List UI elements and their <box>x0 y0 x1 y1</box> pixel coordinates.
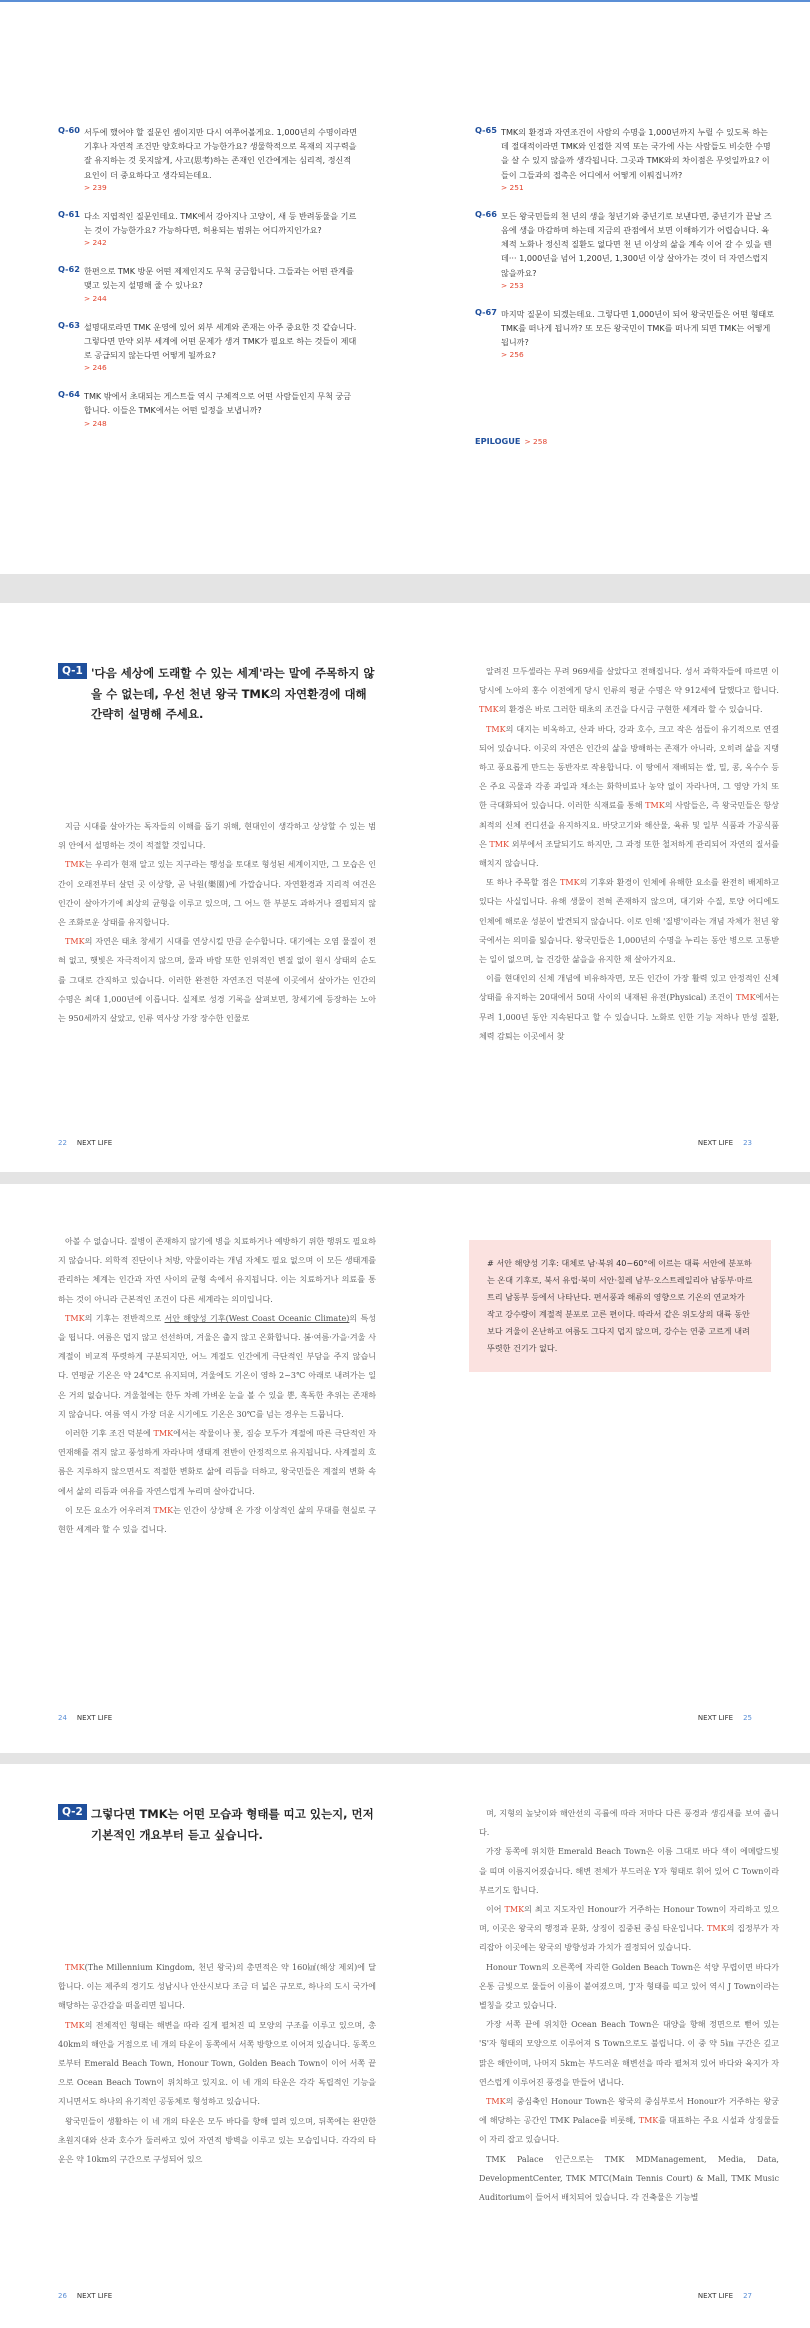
body-text-left <box>58 817 376 1028</box>
text-run: 는 인간이 상상해 온 가장 이상적인 삶의 무대를 현실로 구현한 세계라 할 수 있을 겁니다. <box>58 1505 377 1535</box>
highlight-term: TMK <box>153 1429 174 1439</box>
paragraph <box>58 1424 376 1501</box>
question-text: 모든 왕국민들의 천 년의 생을 청년기와 중년기로 보낸다면, 중년기가 끝날 즈음에 생을 마감하며 하는데 지금의 관점에서 보면 이해하기가 어렵습니다. 육체적 노화나 정신적 질환도 없다면 천 년 이상의 삶을 계속 이어 갈 수 있을 텐데··· 1,000년을 넘어 1,200년, 1,300년 이상 살아가는 것이 더 자연스럽지 않을까요? <box>501 210 772 278</box>
epilogue-entry[interactable] <box>475 429 547 448</box>
text-run: 의 기후는 전반적으로 <box>84 1313 165 1323</box>
question-list-right <box>475 125 775 376</box>
text-run: 의 중심축인 Honour Town은 왕국의 중심부로서 Honour가 거주하는 왕궁에 해당하는 공간인 TMK Palace를 비롯해, <box>479 2097 779 2126</box>
question-item[interactable] <box>475 307 775 362</box>
question-text: TMK 밖에서 초대되는 게스트들 역시 구체적으로 어떤 사람들인지 무척 궁금합니다. 이들은 TMK에서는 어떤 일정을 보냅니까? <box>84 391 352 416</box>
text-run: 외부에서 조달되기도 하지만, 그 과정 또한 철저하게 관리되어 자연의 질서를 해치지 않습니다. <box>479 839 779 869</box>
question-page-ref[interactable]: > 248 <box>84 418 107 428</box>
paragraph <box>479 2092 779 2150</box>
paragraph <box>58 932 376 1028</box>
question-badge: Q-2 <box>58 1804 87 1820</box>
question-list-left <box>58 125 358 445</box>
text-run: 또 하나 주목할 점은 <box>486 878 560 888</box>
text-run: 의 최고 지도자인 Honour가 거주하는 Honour Town이 자리하고 있으며, 이곳은 왕국의 행정과 문화, 상징이 집중된 중심 타운입니다. <box>479 1905 779 1934</box>
highlight-term: TMK <box>65 1313 85 1323</box>
paragraph <box>58 1309 376 1424</box>
footnote-term: 서안 해양성 기후(West Coast Oceanic Climate) <box>164 1313 350 1323</box>
text-run: 의 환경은 바로 그러한 태초의 조건을 다시금 구현한 세계라 할 수 있습니다. <box>498 705 763 715</box>
text-run: 이 모든 요소가 어우러져 <box>65 1505 154 1515</box>
question-badge: Q-1 <box>58 663 87 679</box>
highlight-term: TMK <box>489 839 510 849</box>
paragraph <box>58 855 376 932</box>
highlight-term: TMK <box>645 801 665 811</box>
folio-right: NEXT LIFE 27 <box>697 2292 752 2300</box>
highlight-term: TMK <box>65 2020 85 2030</box>
highlight-term: TMK <box>504 1905 525 1915</box>
paragraph <box>58 2016 376 2112</box>
body-text-right <box>479 662 779 1046</box>
paragraph <box>479 720 779 874</box>
text-run: 의 기후와 환경이 인체에 유해한 요소를 완전히 배제하고 있다는 사실입니다. 유해 생물이 전혀 존재하지 않으며, 대기와 수질, 토양 어디에도 인체에 해로운 성분이 발견되지 않습니다. 이로 인해 '질병'이라는 개념 자체가 천년 왕국에서는 의미를 잃습니다. 왕국민들은 1,000년의 수명을 누리는 동안 병으로 고통받는 일이 없으며, 늘 건강한 삶을을 유지한 채 살아가지요. <box>479 878 779 965</box>
question-number: Q-61 <box>58 208 80 219</box>
question-page-ref[interactable]: > 244 <box>84 293 107 303</box>
question-number: Q-65 <box>475 125 497 135</box>
highlight-term: TMK <box>638 2116 659 2126</box>
question-page-ref[interactable]: > 251 <box>501 182 524 192</box>
question-title: 그렇다면 TMK는 어떤 모습과 형태를 띠고 있는지, 먼저 기본적인 개요부터 듣고 싶습니다. <box>91 1807 374 1842</box>
question-item[interactable] <box>58 320 358 375</box>
epilogue-page[interactable]: > 258 <box>524 437 548 446</box>
text-run: 의 특성을 띱니다. 여름은 덥지 않고 선선하며, 겨울은 춥지 않고 온화합니다. 봄·여름·가을·겨울 사계절이 비교적 뚜렷하게 구분되지만, 어느 계절도 인간에게 극단적인 부담을 주지 않습니다. 연평균 기온은 약 24℃로 유지되며, 겨울에도 기온이 영하 2~3℃ 아래로 내려가는 일은 거의 없습니다. 겨울철에는 한두 차례 가벼운 눈을 볼 수 있을 뿐, 혹독한 추위는 존재하지 않습니다. 여름 역시 가장 더운 시기에도 기온은 30℃를 넘는 경우는 드뭅니다. <box>58 1313 376 1419</box>
text-run: 아볼 수 없습니다. 질병이 존재하지 않기에 병을 치료하거나 예방하기 위한 행위도 필요하지 않습니다. 의학적 진단이나 처방, 약물이라는 개념 자체도 필요 없으며 이 모든 생태계를 관리하는 체계는 인간과 자연 사이의 균형 속에서 유지됩니다. 이는 치료하거나 의료를 통하는 것이 아니라 근본적인 조건이 다른 세계라는 의미입니다. <box>58 1237 376 1304</box>
text-run: 가장 동쪽에 위치한 Emerald Beach Town은 이름 그대로 바다 색이 에메랄드빛을 띠며 이름지어졌습니다. 해변 전체가 부드러운 Y자 형태로 휘어 있어 C Town이라 부르기도 합니다. <box>479 1847 779 1895</box>
text-run: 의 사람들은, 즉 왕국민들은 항상 최적의 신체 컨디션을 유지하지요. 바닷고기와 해산물, 육류 및 일부 식품과 가공식품은 <box>479 801 779 849</box>
question-text: 서두에 했어야 할 질문인 셈이지만 다시 여쭈어볼게요. 1,000년의 수명이라면 기후나 자연적 조건만 양호하다고 가능한가요? 생물학적으로 목재의 지구력을 잘 유지하는 것 못지않게, 사고(思考)하는 존재인 인간에게는 심리적, 정신적 요인이 더 중요하다고 생각되는데요. <box>84 127 358 180</box>
question-item[interactable] <box>58 209 358 249</box>
question-number: Q-64 <box>58 389 80 400</box>
highlight-term: TMK <box>65 1963 85 1972</box>
text-run: 가장 서쪽 끝에 위치한 Ocean Beach Town은 대양을 향해 정면으로 뻗어 있는 'S'자 형태의 모양으로 이루어져 S Town으로도 불립니다. 이 중 약 5㎞ 구간은 깊고 맑은 해안이며, 나머지 5km는 부드러운 해변선을 따라 펼쳐져 있어 바다와 육지가 자연스럽게 이루어진 풍경을 만들어 냅니다. <box>479 2020 779 2087</box>
text-run: 지금 시대를 살아가는 독자들의 이해를 돕기 위해, 현대인이 생각하고 상상할 수 있는 범위 안에서 설명하는 것이 적절할 것입니다. <box>58 822 376 851</box>
text-run: 이를 현대인의 신체 개념에 비유하자면, 모든 인간이 가장 활력 있고 안정적인 신체 상태를 유지하는 20대에서 50대 사이의 내재된 유전(Physical) 조건이 <box>479 974 779 1003</box>
body-text-left <box>58 1232 376 1539</box>
paragraph <box>479 873 779 969</box>
spread-24-25 <box>0 1184 810 1753</box>
text-run: 의 대지는 비옥하고, 산과 바다, 강과 호수, 크고 작은 섬들이 유기적으로 연결되어 있습니다. 이곳의 자연은 인간의 삶을 방해하는 존재가 아니라, 오히려 삶을 지탱하고 풍요롭게 만드는 동반자로 작용합니다. 이 땅에서 재배되는 쌀, 밀, 콩, 옥수수 등은 주요 곡물과 각종 과일과 채소는 화학비료나 농약 없이 자라나며, 그 영양 가치 또한 극대화되어 있습니다. 이러한 식재료를 통해 <box>479 724 779 811</box>
highlight-term: TMK <box>65 860 85 870</box>
paragraph <box>58 1958 376 2016</box>
highlight-term: TMK <box>65 937 85 947</box>
highlight-term: TMK <box>486 724 506 734</box>
question-item[interactable] <box>58 264 358 304</box>
paragraph <box>58 2112 376 2170</box>
paragraph <box>479 969 779 1046</box>
text-run: 에서는 작물이나 꽃, 짐승 모두가 계절에 따른 극단적인 자연재해를 겪지 않고 풍성하게 자라나며 생태계 전반이 안정적으로 유지됩니다. 사계절의 흐름은 지루하지 않으면서도 적절한 변화로 삶에 리듬을 더하고, 왕국민들은 계절의 변화 속에서 삶의 리듬과 여유를 자연스럽게 누리며 살아갑니다. <box>58 1429 376 1496</box>
paragraph <box>479 1804 779 1842</box>
highlight-term: TMK <box>736 993 756 1003</box>
question-text: 다소 지엽적인 질문인데요. TMK에서 강아지나 고양이, 새 등 반려동물을 기르는 것이 가능한가요? 가능하다면, 허용되는 범위는 어디까지인가요? <box>84 210 357 236</box>
text-run: 에서는 무려 1,000년 동안 지속된다고 할 수 있습니다. 노화로 인한 기능 저하나 만성 질환, 체력 감퇴는 이곳에서 찾 <box>479 993 779 1041</box>
paragraph <box>479 662 779 720</box>
question-page-ref[interactable]: > 256 <box>501 350 524 360</box>
question-number: Q-60 <box>58 125 80 135</box>
paragraph <box>479 1842 779 1900</box>
text-run: 이러한 기후 조건 덕분에 <box>65 1429 154 1439</box>
question-item[interactable] <box>475 125 775 194</box>
text-run: 는 우리가 현재 알고 있는 지구라는 행성을 토대로 형성된 세계이지만, 그 모습은 인간이 오래전부터 살던 곳 이상향, 곧 낙원(樂園)에 가깝습니다. 자연환경과 지리적 여건은 인간이 살아가기에 최상의 균형을 이루고 있으며, 그 어느 한 부분도 과하거나 결핍되지 않은 조화로운 상태를 유지합니다. <box>58 860 376 928</box>
question-page-ref[interactable]: > 246 <box>84 363 107 373</box>
toc-spread <box>0 0 810 574</box>
highlight-term: TMK <box>486 2097 506 2107</box>
paragraph <box>479 2150 779 2208</box>
paragraph <box>479 2015 779 2092</box>
spread-26-27 <box>0 1764 810 2328</box>
text-run: 알려진 므두셀라는 무려 969세를 살았다고 전해집니다. 성서 과학자들에 따르면 이당시에 노아의 홍수 이전에게 당시 인류의 평균 수명은 약 912세에 달했다고 합니다. <box>479 667 779 696</box>
body-text-left <box>58 1958 376 2169</box>
question-text: 마지막 질문이 되겠는데요. 그렇다면 1,000년이 되어 왕국민들은 어떤 형태로 TMK를 떠나게 됩니까? 또 모든 왕국민이 TMK를 떠나게 되면 TMK는 어떻게 됩니까? <box>501 308 775 348</box>
text-run: 왕국민들이 생활하는 이 네 개의 타운은 모두 바다를 향해 열려 있으며, 뒤쪽에는 완만한 초원지대와 산과 호수가 둘러싸고 있어 자연적 방벽을 이루고 있는 모습입니다. 각각의 타운은 약 10km의 구간으로 구성되어 있으 <box>58 2116 376 2165</box>
text-run: (The Millennium Kingdom, 천년 왕국)의 총면적은 약 160㎢(해상 제외)에 달합니다. 이는 제주의 경기도 성남시나 안산시보다 조금 더 넓은 규모로, 하나의 도시 국가에 해당하는 공간감을 떠올리면 됩니다. <box>58 1963 376 2011</box>
question-page-ref[interactable]: > 253 <box>501 280 524 290</box>
body-text-right <box>479 1804 779 2207</box>
highlight-term: TMK <box>153 1505 174 1515</box>
folio-left: 22 NEXT LIFE <box>58 1139 113 1147</box>
paragraph <box>479 1958 779 2016</box>
question-item[interactable] <box>475 209 775 292</box>
question-item[interactable] <box>58 389 358 429</box>
folio-right: NEXT LIFE 23 <box>697 1139 752 1147</box>
text-run: Honour Town의 오른쪽에 자리한 Golden Beach Town은 석양 무렵이면 바다가 온통 금빛으로 물들어 이름이 붙여졌으며, 'J'자 형태를 띠고 있어 역시 J Town이라는 별칭을 갖고 있습니다. <box>479 1962 779 2011</box>
folio-left: 24 NEXT LIFE <box>58 1714 113 1722</box>
highlight-term: TMK <box>706 1924 727 1934</box>
spread-22-23 <box>0 603 810 1172</box>
text-run: 의 집정부가 자리잡아 이곳에는 왕국의 방향성과 가치가 결정되어 있습니다. <box>479 1924 779 1953</box>
question-title: '다음 세상에 도래할 수 있는 세계'라는 말에 주목하지 않을 수 없는데, 우선 천년 왕국 TMK의 자연환경에 대해 간략히 설명해 주세요. <box>91 666 375 721</box>
question-number: Q-66 <box>475 208 497 219</box>
highlight-term: TMK <box>559 878 580 888</box>
question-item[interactable] <box>58 125 358 194</box>
folio-left: 26 NEXT LIFE <box>58 2292 113 2300</box>
question-page-ref[interactable]: > 242 <box>84 238 107 248</box>
text-run: 며, 지형의 높낮이와 해안선의 곡률에 따라 저마다 다른 풍경과 생김새를 보여 줍니다. <box>479 1809 779 1838</box>
paragraph <box>58 1501 376 1539</box>
question-number: Q-63 <box>58 319 80 330</box>
top-rule <box>0 0 810 2</box>
text-run: 를 대표하는 주요 시설과 상징물들이 자리 잡고 있습니다. <box>479 2116 779 2145</box>
text-run: 이어 <box>486 1905 505 1915</box>
epilogue-label: EPILOGUE <box>475 436 521 446</box>
question-text: TMK의 환경과 자연조건이 사람의 수명을 1,000년까지 누릴 수 있도록 하는 데 절대적이라면 TMK와 인접한 지역 또는 국가에 사는 사람들도 비슷한 수명을 살 수 있지 않을까 생각됩니다. 그곳과 TMK와의 차이점은 무엇일까요? 이들이 그들과의 접촉은 어디에서 어떻게 이뤄집니까? <box>501 127 771 180</box>
question-text: 한편으로 TMK 방문 어떤 제제인지도 무척 궁금합니다. 그들과는 어떤 관계를 맺고 있는지 설명해 줄 수 있나요? <box>84 266 354 291</box>
question-text: 설명대로라면 TMK 운영에 있어 외부 세계와 존재는 아주 중요한 것 같습니다. 그렇다면 만약 외부 세계에 어떤 문제가 생겨 TMK가 필요로 하는 것들이 제대로 공급되지 않는다면 어떻게 될까요? <box>84 321 357 361</box>
text-run: 의 전체적인 형태는 해변을 따라 길게 펼쳐진 띠 모양의 구조를 이루고 있으며, 총 40km의 해안을 거점으로 네 개의 타운이 동쪽에서 서쪽 방향으로 이어져 있습니다. 동쪽으로부터 Emerald Beach Town, Honour Town, Golden Beach Town이 이어 서쪽 끝으로 Ocean Beach Town이 위치하고 있지요. 이 네 개의 타운은 각각 독립적인 기능을 지니면서도 하나의 유기적인 공동체로 형성하고 있습니다. <box>58 2020 376 2107</box>
text-run: TMK Palace 인근으로는 TMK MDManagement, Media, Data, DevelopmentCenter, TMK MTC(Main Tennis Court) & Mall, TMK Music Auditorium이 들어서 배치되어 있습니다. 각 건축물은 기능별 <box>479 2154 779 2203</box>
question-number: Q-62 <box>58 264 80 275</box>
paragraph <box>58 1232 376 1309</box>
paragraph <box>58 817 376 855</box>
paragraph <box>479 1900 779 1958</box>
highlight-term: TMK <box>479 705 499 715</box>
question-number: Q-67 <box>475 306 497 317</box>
question-page-ref[interactable]: > 239 <box>84 182 107 192</box>
footnote-box: # 서안 해양성 기후: 대체로 남·북위 40~60°에 이르는 대륙 서안에 분포하는 온대 기후로, 북서 유럽·북미 서안·칠레 남부·오스트레일리아 남동부·마르트리 남동부 등에서 나타난다. 편서풍과 해류의 영향으로 기온의 연교차가 작고 강수량이 계절적 분포로 고른 편이다. 따라서 같은 위도상의 대륙 동안보다 겨울이 온난하고 여름도 그다지 덥지 않으며, 강수는 연중 고르게 내려 뚜렷한 건기가 없다. <box>469 1240 771 1372</box>
text-run: 의 자연은 태초 창세기 시대를 연상시킬 만큼 순수합니다. 대기에는 오염 물질이 전혀 없고, 햇빛은 자극적이지 않으며, 물과 바람 또한 인위적인 변질 없이 원시 상태의 순도를 그대로 간직하고 있습니다. 이러한 완전한 자연조건 덕분에 이곳에서 살아가는 인간의 수명은 최대 1,000년에 이릅니다. 실제로 성경 기록을 살펴보면, 창세기에 등장하는 노아는 950세까지 살았고, 인류 역사상 가장 장수한 인물로 <box>58 937 376 1024</box>
folio-right: NEXT LIFE 25 <box>697 1714 752 1722</box>
